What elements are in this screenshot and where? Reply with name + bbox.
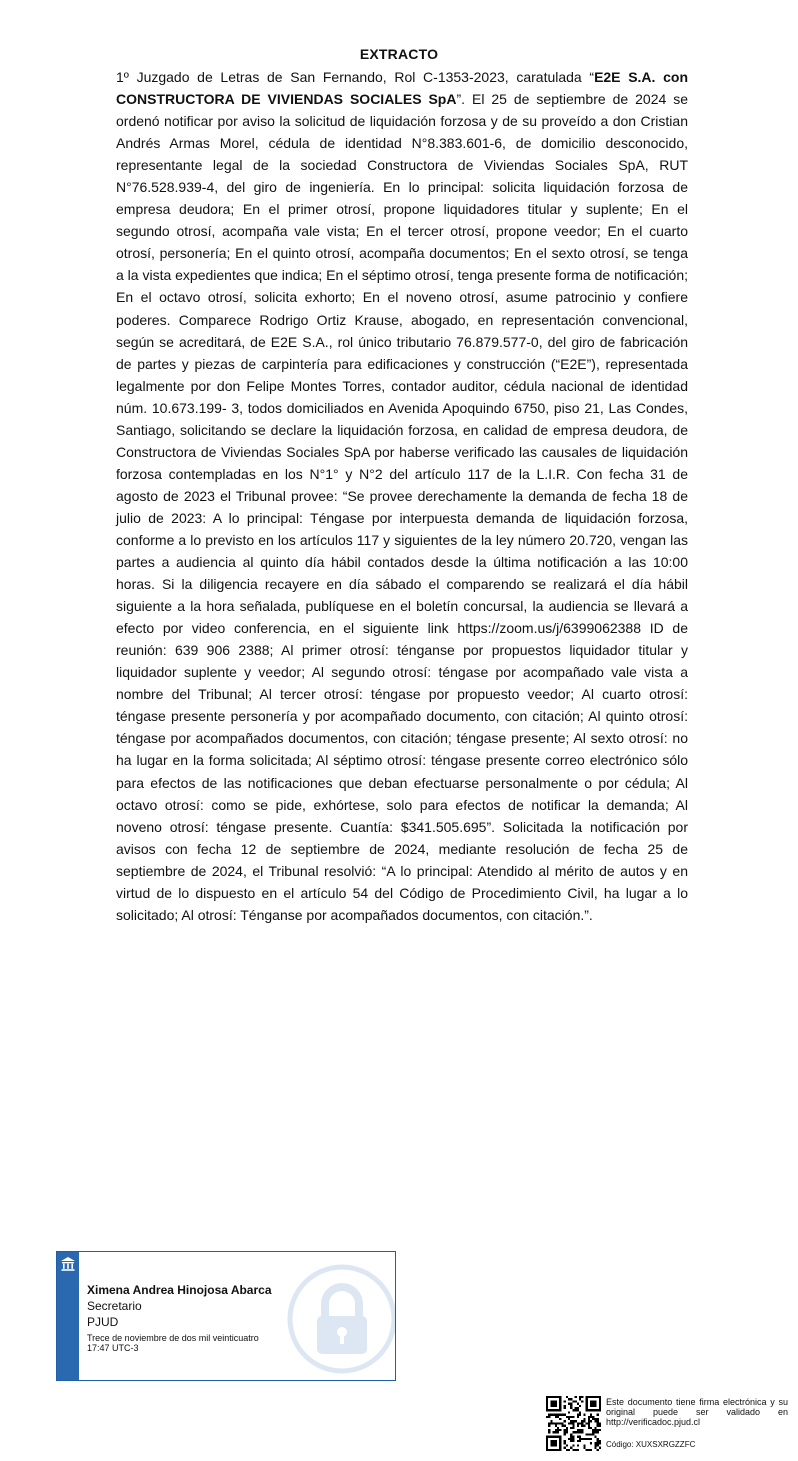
signer-role: Secretario [87,1299,142,1313]
case-name: E2E S.A. con CONSTRUCTORA DE VIVIENDAS SOCIALES SpA [116,69,688,108]
courthouse-icon [60,1256,76,1272]
verification-text: Este documento tiene firma electrónica y su original puede ser validado en http://verificadoc.pjud.cl [606,1397,788,1427]
signature-date-line: Trece de noviembre de dos mil veinticuatro [87,1333,259,1343]
signature-sidebar [57,1252,79,1380]
signer-org: PJUD [87,1315,119,1329]
signer-name: Ximena Andrea Hinojosa Abarca [87,1283,272,1297]
signature-time-line: 17:47 UTC-3 [87,1343,139,1353]
body-main: ”. El 25 de septiembre de 2024 se ordenó notificar por aviso la solicitud de liquidación forzosa y de su proveído a don Cristian Andrés Armas Morel, cédula de identidad N°8.383.601-6, de domicilio desconocido, representante legal de la sociedad Constructora de Viviendas Sociales SpA, RUT N°76.528.939-4, del giro de ingeniería. En lo principal: solicita liquidación forzosa de empresa deudora; En el primer otrosí, propone liquidadores titular y suplente; En el segundo otrosí, acompaña vale vista; En el tercer otrosí, propone veedor; En el cuarto otrosí, personería; En el quinto otrosí, acompaña documentos; En el sexto otrosí, se tenga a la vista expedientes que indica; En el séptimo otrosí, tenga presente forma de notificación; En el octavo otrosí, solicita exhorto; En el noveno otrosí, asume patrocinio y confiere poderes. Comparece Rodrigo Ortiz Krause, abogado, en representación convencional, según se acreditará, de E2E S.A., rol único tributario 76.879.577-0, del giro de fabricación de partes y piezas de carpintería para edificaciones y construcción (“E2E”), representada legalmente por don Felipe Montes Torres, contador auditor, cédula nacional de identidad núm. 10.673.199- 3, todos domiciliados en Avenida Apoquindo 6750, piso 21, Las Condes, Santiago, solicitando se declare la liquidación forzosa, en calidad de empresa deudora, de Constructora de Viviendas Sociales SpA por haberse verificado las causales de liquidación forzosa contempladas en los N°1° y N°2 del artículo 117 de la L.I.R. Con fecha 31 de agosto de 2023 el Tribunal provee: “Se provee derechamente la demanda de fecha 18 de julio de 2023: A lo principal: Téngase por interpuesta demanda de liquidación forzosa, conforme a lo previsto en los artículos 117 y siguientes de la ley número 20.720, vengan las partes a audiencia al quinto día hábil contados desde la última notificación a las 10:00 horas. Si la diligencia recayere en día sábado el comparendo se realizará el día hábil siguiente a la hora señalada, publíquese en el boletín concursal, la audiencia se llevará a efecto por video conferencia, en el siguiente link https://zoom.us/j/6399062388 ID de reunión: 639 906 2388; Al primer otrosí: ténganse por propuestos liquidador titular y liquidador suplente y veedor; Al segundo otrosí: téngase por acompañado vale vista a nombre del Tribunal; Al tercer otrosí: téngase por propuesto veedor; Al cuarto otrosí: téngase presente personería y por acompañado documento, con citación; Al quinto otrosí: téngase por acompañados documentos, con citación; téngase presente; Al sexto otrosí: no ha lugar en la forma solicitada; Al séptimo otrosí: téngase presente correo electrónico sólo para efectos de las notificaciones que deban efectuarse personalmente o por cédula; Al octavo otrosí: como se pide, exhórtese, solo para efectos de notificar la demanda; Al noveno otrosí: téngase presente. Cuantía: $341.505.695”. Solicitada la notificación por avisos con fecha 12 de septiembre de 2024, mediante resolución de fecha 25 de septiembre de 2024, el Tribunal resolvió: “A lo principal: Atendido al mérito de autos y en virtud de lo dispuesto en el artículo 54 del Código de Procedimiento Civil, ha lugar a lo solicitado; Al otrosí: Ténganse por acompañados documentos, con citación.”. [116,91,689,923]
signature-box [56,1251,396,1381]
qr-code-icon [546,1396,601,1451]
body-intro: 1º Juzgado de Letras de San Fernando, Rol C-1353-2023, caratulada “ [116,69,595,85]
padlock-icon [287,1264,396,1374]
document-title: EXTRACTO [359,46,439,62]
signature-date [87,1333,307,1353]
verification-code: Código: XUXSXRGZZFC [606,1440,696,1449]
document-body [116,66,688,926]
